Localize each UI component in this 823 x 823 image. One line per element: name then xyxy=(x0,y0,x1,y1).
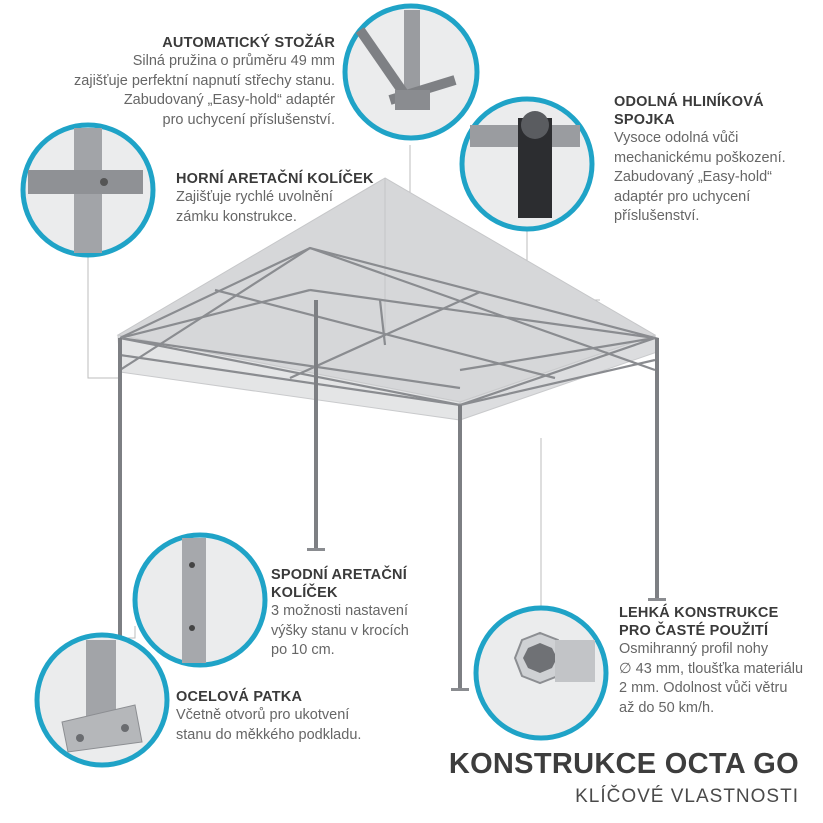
detail-lower-pin-circle xyxy=(135,535,265,665)
feature-upper-pin-line-2: zámku konstrukce. xyxy=(176,208,297,225)
feature-upper-pin-title: HORNÍ ARETAČNÍ KOLÍČEK xyxy=(176,171,374,187)
feature-foot-plate-line-2: stanu do měkkého podkladu. xyxy=(176,726,362,743)
feature-upper-pin xyxy=(176,170,396,227)
feature-upper-pin-line-1: Zajišťuje rychlé uvolnění xyxy=(176,189,333,205)
footer-subtitle: KLÍČOVÉ VLASTNOSTI xyxy=(575,786,799,807)
footer-title: KONSTRUKCE OCTA GO xyxy=(448,748,799,780)
feature-joint xyxy=(614,93,814,227)
feature-joint-line-1: Vysoce odolná vůči xyxy=(614,130,739,146)
feature-light-frame-line-2: ∅ 43 mm, tloušťka materiálu xyxy=(619,660,804,677)
feature-foot-plate-line-1: Včetně otvorů pro ukotvení xyxy=(176,707,350,723)
detail-mast-circle xyxy=(345,6,477,138)
detail-upper-pin-circle xyxy=(23,125,153,255)
feature-mast-title: AUTOMATICKÝ STOŽÁR xyxy=(162,35,335,51)
feature-lower-pin-title-1: SPODNÍ ARETAČNÍ xyxy=(271,567,407,583)
feature-joint-line-2: mechanickému poškození. xyxy=(614,149,786,166)
feature-lower-pin-line-1: 3 možnosti nastavení xyxy=(271,603,409,619)
feature-light-frame-title-1: LEHKÁ KONSTRUKCE xyxy=(619,605,779,621)
feature-light-frame-title-2: PRO ČASTÉ POUŽITÍ xyxy=(619,623,769,639)
feature-joint-line-3: Zabudovaný „Easy-hold“ xyxy=(614,169,772,185)
feature-light-frame-line-1: Osmihranný profil nohy xyxy=(619,641,769,657)
feature-joint-title-2: SPOJKA xyxy=(614,112,675,128)
feature-light-frame xyxy=(619,604,819,718)
detail-joint-circle xyxy=(462,99,592,229)
leader-upper-pin xyxy=(88,250,120,378)
feature-lower-pin-line-2: výšky stanu v krocích xyxy=(271,622,409,639)
feature-joint-line-5: příslušenství. xyxy=(614,208,700,224)
detail-foot-plate-circle xyxy=(37,635,167,765)
feature-mast-line-3: Zabudovaný „Easy-hold“ adaptér xyxy=(123,92,335,108)
feature-mast-line-1: Silná pružina o průměru 49 mm xyxy=(132,53,335,69)
feature-lower-pin xyxy=(271,566,461,661)
feature-mast-line-2: zajišťuje perfektní napnutí střechy stanu. xyxy=(74,72,335,89)
feature-mast-line-4: pro uchycení příslušenství. xyxy=(162,111,335,128)
feature-lower-pin-line-3: po 10 cm. xyxy=(271,642,335,658)
feature-foot-plate xyxy=(176,688,406,745)
detail-profile-circle xyxy=(476,608,606,738)
feature-joint-line-4: adaptér pro uchycení xyxy=(614,188,751,205)
feature-joint-title-1: ODOLNÁ HLINÍKOVÁ xyxy=(614,94,764,110)
feature-light-frame-line-4: až do 50 km/h. xyxy=(619,699,715,716)
feature-foot-plate-title: OCELOVÁ PATKA xyxy=(176,689,303,705)
feature-lower-pin-title-2: KOLÍČEK xyxy=(271,585,338,601)
feature-mast xyxy=(35,34,335,130)
feature-light-frame-line-3: 2 mm. Odolnost vůči větru xyxy=(619,680,788,696)
